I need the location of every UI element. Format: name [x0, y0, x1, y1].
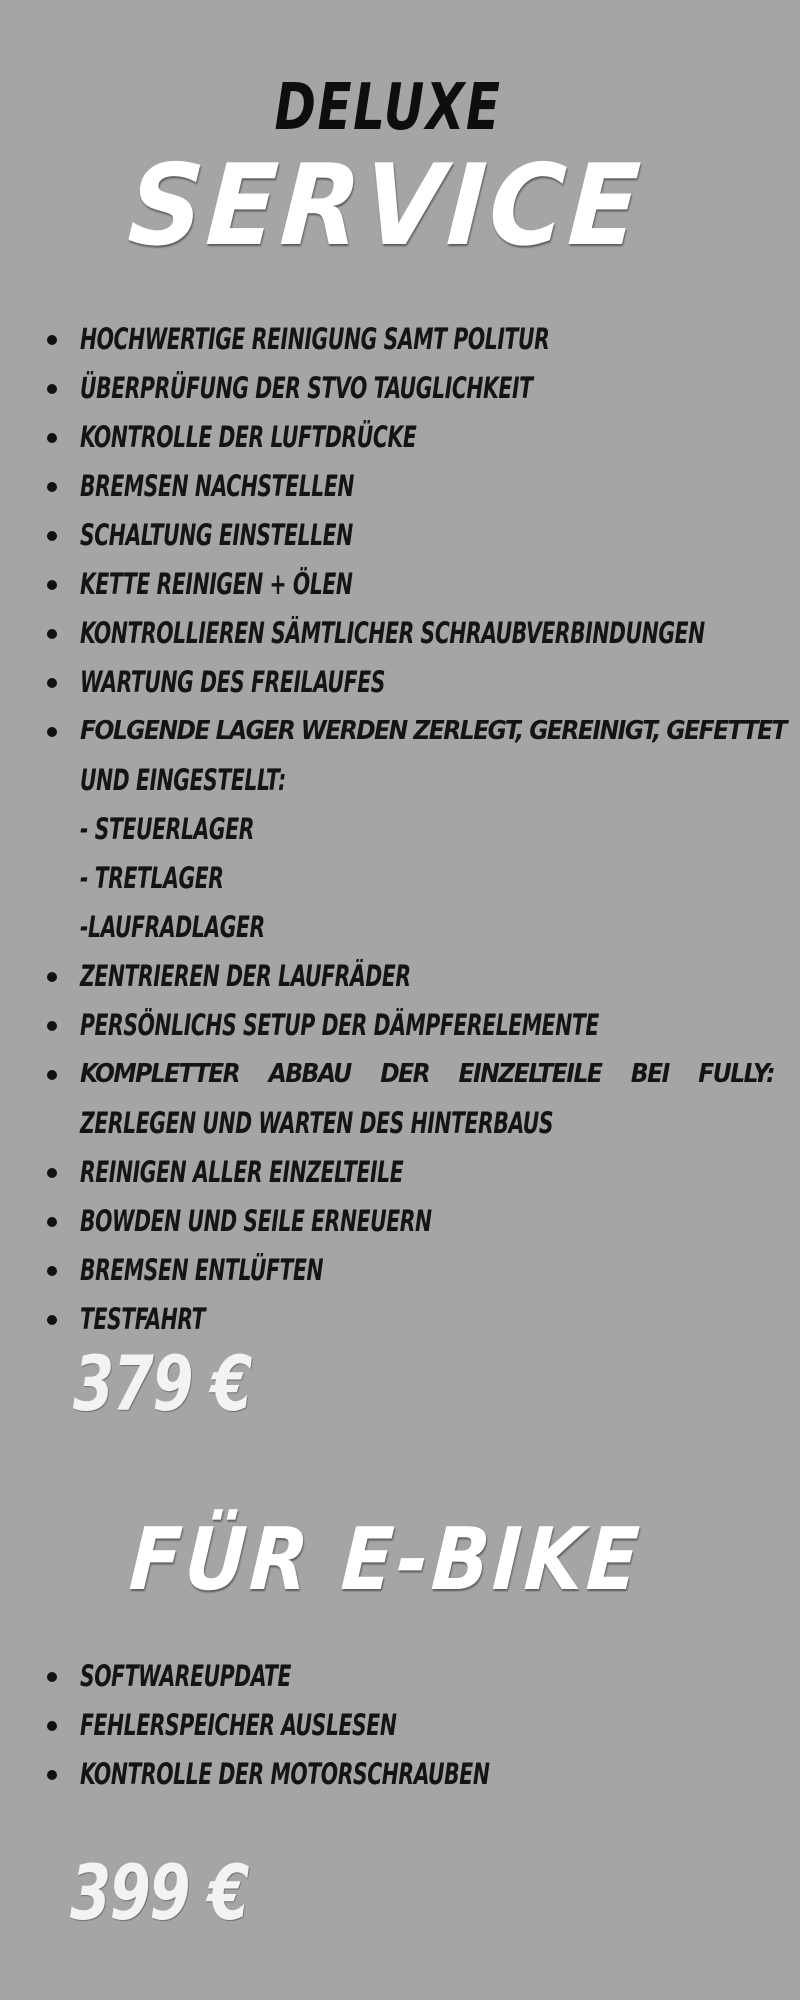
list-item-bearing-sub: - TRETLAGER	[80, 861, 224, 895]
bullet-icon	[47, 1217, 57, 1227]
bullet-icon	[47, 1266, 57, 1276]
bullet-icon	[47, 972, 57, 982]
list-item-bearings-cont: UND EINGESTELLT:	[80, 763, 286, 797]
service-list	[0, 315, 800, 1344]
bullet-icon	[47, 1021, 57, 1031]
list-item: KONTROLLIEREN SÄMTLICHER SCHRAUBVERBINDUNGEN	[0, 609, 800, 658]
list-item: BOWDEN UND SEILE ERNEUERN	[0, 1197, 800, 1246]
list-item: BREMSEN ENTLÜFTEN	[0, 1246, 800, 1295]
bullet-icon	[47, 1770, 57, 1780]
bullet-icon	[47, 1168, 57, 1178]
bullet-icon	[47, 580, 57, 590]
list-item: KONTROLLE DER LUFTDRÜCKE	[0, 413, 800, 462]
list-item: KETTE REINIGEN + ÖLEN	[0, 560, 800, 609]
bullet-icon	[47, 433, 57, 443]
list-item: FEHLERSPEICHER AUSLESEN	[0, 1701, 800, 1750]
bullet-icon	[47, 531, 57, 541]
bullet-icon	[47, 1721, 57, 1731]
bullet-icon	[47, 335, 57, 345]
ebike-price: 399 €	[70, 1848, 248, 1937]
list-item-fully-cont: ZERLEGEN UND WARTEN DES HINTERBAUS	[80, 1106, 554, 1140]
list-item: ZENTRIEREN DER LAUFRÄDER	[0, 952, 800, 1001]
list-item: REINIGEN ALLER EINZELTEILE	[0, 1148, 800, 1197]
ebike-heading: FÜR E-BIKE	[126, 1510, 646, 1610]
bullet-icon	[47, 678, 57, 688]
bullet-icon	[47, 727, 57, 737]
bullet-icon	[47, 1672, 57, 1682]
service-heading: SERVICE	[124, 141, 648, 271]
ebike-list	[0, 1652, 800, 1799]
list-item: BREMSEN NACHSTELLEN	[0, 462, 800, 511]
bullet-icon	[47, 482, 57, 492]
list-item-bearing-sub: - STEUERLAGER	[80, 812, 255, 846]
list-item: ÜBERPRÜFUNG DER STVO TAUGLICHKEIT	[0, 364, 800, 413]
list-item-bearings: FOLGENDE LAGER WERDEN ZERLEGT, GEREINIGT, GEFETTET	[0, 707, 800, 756]
bullet-icon	[47, 629, 57, 639]
service-price: 379 €	[73, 1339, 251, 1428]
list-item: SOFTWAREUPDATE	[0, 1652, 800, 1701]
bullet-icon	[47, 1315, 57, 1325]
list-item: HOCHWERTIGE REINIGUNG SAMT POLITUR	[0, 315, 800, 364]
list-item: TESTFAHRT	[0, 1295, 800, 1344]
list-item-bearing-sub: -LAUFRADLAGER	[80, 910, 265, 944]
deluxe-heading: DELUXE	[274, 71, 502, 145]
list-item: PERSÖNLICHS SETUP DER DÄMPFERELEMENTE	[0, 1001, 800, 1050]
list-item-fully: KOMPLETTER ABBAU DER EINZELTEILE BEI FULLY:	[0, 1050, 800, 1099]
list-item: KONTROLLE DER MOTORSCHRAUBEN	[0, 1750, 800, 1799]
bullet-icon	[47, 384, 57, 394]
bullet-icon	[47, 1070, 57, 1080]
list-item: WARTUNG DES FREILAUFES	[0, 658, 800, 707]
list-item: SCHALTUNG EINSTELLEN	[0, 511, 800, 560]
